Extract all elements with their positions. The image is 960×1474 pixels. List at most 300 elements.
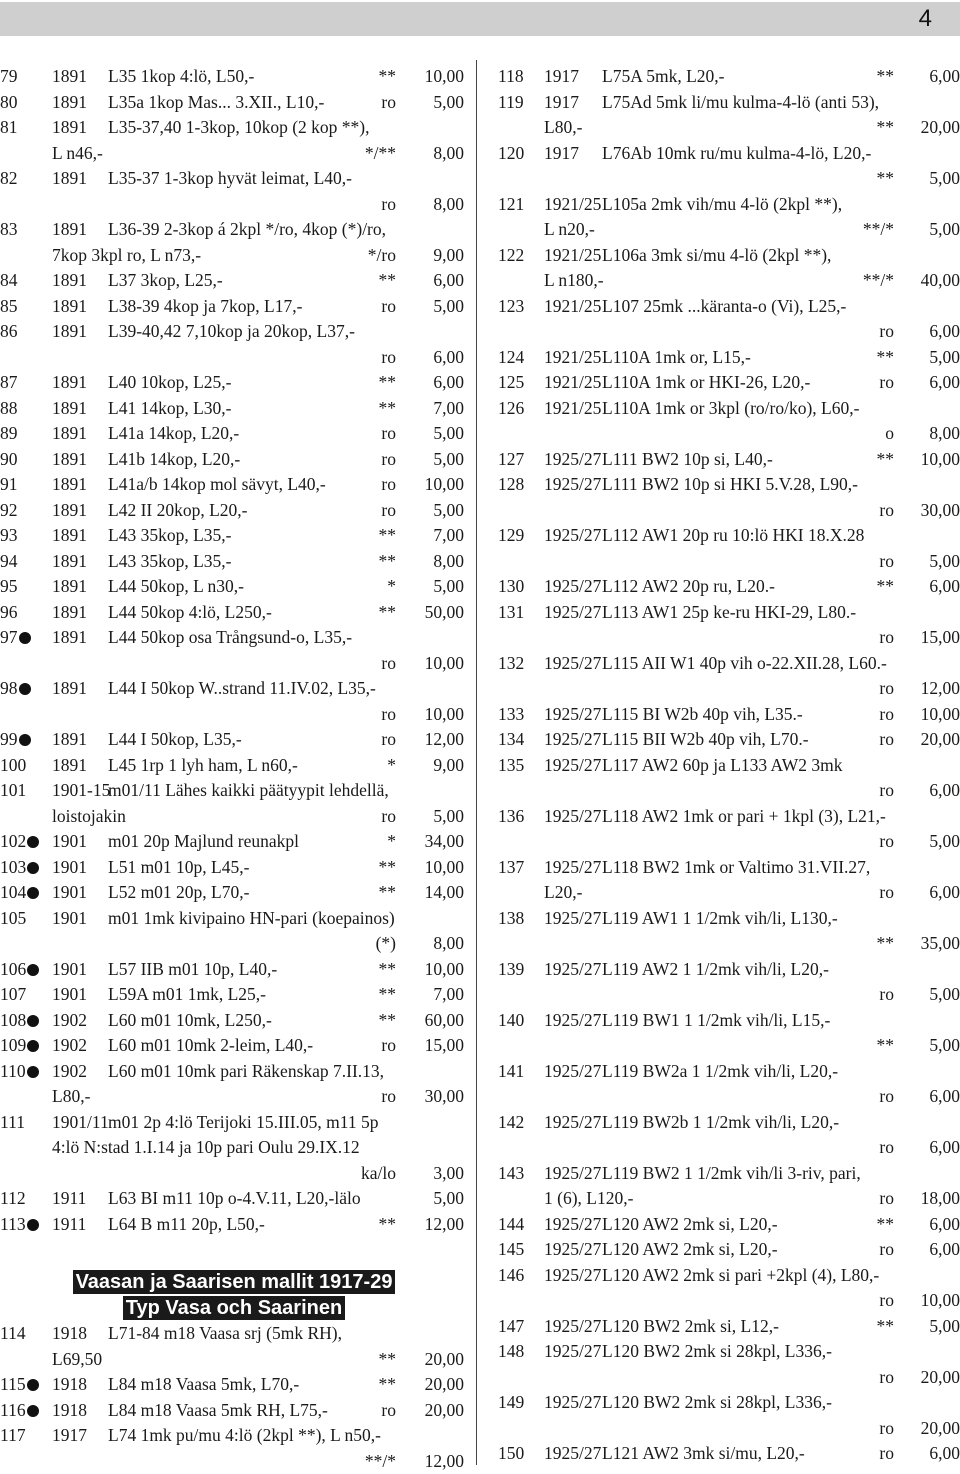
highlight-dot-icon: [27, 1219, 39, 1231]
listing-continuation: [0, 192, 468, 218]
listing-row: [0, 1059, 468, 1085]
price: 10,00: [425, 651, 464, 677]
condition-grade: ro: [879, 676, 894, 702]
issue-year: 1925/27: [544, 1237, 601, 1263]
price: 5,00: [433, 498, 464, 524]
price: 6,00: [929, 1084, 960, 1110]
lot-number-text: 91: [0, 474, 18, 494]
condition-grade: **: [379, 957, 397, 983]
condition-grade: **: [379, 600, 397, 626]
lot-number: [0, 523, 18, 549]
condition-grade: **: [379, 268, 397, 294]
page-number: 4: [0, 2, 960, 36]
condition-grade: ro: [879, 625, 894, 651]
lot-number-text: 144: [498, 1214, 524, 1234]
listing-continuation: [486, 1033, 960, 1059]
listing-row: [0, 676, 468, 702]
listing-row: [486, 345, 960, 371]
issue-year: 1925/27: [544, 727, 601, 753]
listing-continuation: [0, 243, 468, 269]
listing-row: [486, 1263, 960, 1289]
listing-continuation: [486, 498, 960, 524]
issue-year: 1925/27: [544, 600, 601, 626]
lot-description: L111 BW2 10p si, L40,-: [602, 447, 773, 473]
lot-number: [498, 727, 524, 753]
issue-year: 1901: [52, 906, 87, 932]
listing-row: [0, 1186, 468, 1212]
issue-year: 1921/25: [544, 192, 601, 218]
lot-number: [498, 1059, 524, 1085]
listing-continuation: [486, 1416, 960, 1442]
price: 5,00: [433, 574, 464, 600]
listing-continuation: [0, 141, 468, 167]
lot-description: L41 14kop, L30,-: [108, 396, 231, 422]
lot-number-text: 142: [498, 1112, 524, 1132]
price: 20,00: [921, 727, 960, 753]
price: 5,00: [433, 447, 464, 473]
listing-row: [0, 64, 468, 90]
issue-year: 1901: [52, 957, 87, 983]
listing-row: [0, 396, 468, 422]
price: 18,00: [921, 1186, 960, 1212]
lot-description: L42 II 20kop, L20,-: [108, 498, 248, 524]
lot-number-text: 136: [498, 806, 524, 826]
condition-grade: **/*: [365, 1449, 396, 1474]
lot-description: L84 m18 Vaasa 5mk RH, L75,-: [108, 1398, 328, 1424]
issue-year: 1901: [52, 829, 87, 855]
condition-grade: ro: [381, 727, 396, 753]
lot-number: [498, 192, 524, 218]
price: 6,00: [929, 1135, 960, 1161]
listing-row: [486, 600, 960, 626]
condition-grade: ro: [381, 702, 396, 728]
lot-description: L112 AW1 20p ru 10:lö HKI 18.X.28: [602, 523, 864, 549]
lot-number: [0, 880, 39, 906]
issue-year: 1925/27: [544, 1161, 601, 1187]
lot-number: [0, 906, 26, 932]
issue-year: 1901: [52, 982, 87, 1008]
listing-row: [0, 217, 468, 243]
lot-description: L40 10kop, L25,-: [108, 370, 231, 396]
lot-description: L74 1mk pu/mu 4:lö (2kpl **), L n50,-: [108, 1423, 381, 1449]
condition-grade: **: [379, 370, 397, 396]
condition-grade: */ro: [368, 243, 396, 269]
condition-grade: **: [379, 1008, 397, 1034]
listing-row: [486, 574, 960, 600]
listing-row: [0, 268, 468, 294]
condition-grade: **: [379, 396, 397, 422]
listing-row: [0, 115, 468, 141]
left-column: [0, 64, 468, 1474]
description-continuation: L80,-: [544, 115, 582, 141]
lot-number-text: 147: [498, 1316, 524, 1336]
issue-year: 1891: [52, 600, 87, 626]
listing-continuation: [486, 1186, 960, 1212]
highlight-dot-icon: [27, 1405, 39, 1417]
issue-year: 1918: [52, 1398, 87, 1424]
listing-continuation: [486, 880, 960, 906]
lot-number-text: 127: [498, 449, 524, 469]
lot-description: L44 I 50kop W..strand 11.IV.02, L35,-: [108, 676, 376, 702]
lot-number: [498, 1110, 524, 1136]
price: 7,00: [433, 523, 464, 549]
lot-number: [498, 64, 524, 90]
lot-number: [0, 1186, 26, 1212]
issue-year: 1891: [52, 447, 87, 473]
listing-continuation: [486, 676, 960, 702]
issue-year: 1925/27: [544, 957, 601, 983]
highlight-dot-icon: [19, 632, 31, 644]
lot-number: [0, 957, 39, 983]
highlight-dot-icon: [27, 1015, 39, 1027]
lot-number-text: 143: [498, 1163, 524, 1183]
lot-number-text: 130: [498, 576, 524, 596]
issue-year: 1891: [52, 574, 87, 600]
lot-number-text: 81: [0, 117, 18, 137]
lot-description: L75Ad 5mk li/mu kulma-4-lö (anti 53),: [602, 90, 879, 116]
listing-row: [486, 651, 960, 677]
lot-number-text: 100: [0, 755, 26, 775]
lot-number: [498, 1390, 524, 1416]
issue-year: 1891: [52, 625, 87, 651]
lot-description: L120 AW2 2mk si, L20,-: [602, 1237, 778, 1263]
price: 6,00: [929, 1212, 960, 1238]
issue-year: 1891: [52, 217, 87, 243]
lot-number-text: 80: [0, 92, 18, 112]
condition-grade: **/*: [863, 217, 894, 243]
price: 8,00: [433, 931, 464, 957]
issue-year: 1925/27: [544, 1339, 601, 1365]
price: 5,00: [929, 345, 960, 371]
lot-description: L107 25mk ...käranta-o (Vi), L25,-: [602, 294, 846, 320]
lot-number: [0, 498, 18, 524]
lot-number: [0, 1423, 26, 1449]
price: 6,00: [929, 574, 960, 600]
listing-row: [486, 1390, 960, 1416]
price: 10,00: [921, 702, 960, 728]
lot-description: L110A 1mk or HKI-26, L20,-: [602, 370, 810, 396]
lot-number: [0, 855, 39, 881]
lot-number: [0, 294, 18, 320]
listing-row: [0, 778, 468, 804]
price: 10,00: [425, 472, 464, 498]
lot-number: [498, 345, 524, 371]
issue-year: 1901: [52, 880, 87, 906]
lot-description: L63 BI m11 10p o-4.V.11, L20,-lälo: [108, 1186, 361, 1212]
lot-number-text: 123: [498, 296, 524, 316]
lot-number: [0, 778, 26, 804]
listing-row: [0, 829, 468, 855]
price: 5,00: [929, 1314, 960, 1340]
listing-row: [486, 1339, 960, 1365]
issue-year: 1901/11: [52, 1110, 109, 1136]
listing-row: [0, 523, 468, 549]
listing-row: [0, 1423, 468, 1449]
lot-number: [0, 90, 18, 116]
listing-continuation: [0, 1347, 468, 1373]
condition-grade: ro: [381, 498, 396, 524]
lot-number: [0, 166, 18, 192]
condition-grade: **: [379, 1212, 397, 1238]
issue-year: 1891: [52, 370, 87, 396]
price: 12,00: [921, 676, 960, 702]
lot-number: [0, 217, 18, 243]
lot-number: [498, 1339, 524, 1365]
issue-year: 1925/27: [544, 1314, 601, 1340]
lot-description: L113 AW1 25p ke-ru HKI-29, L80.-: [602, 600, 856, 626]
column-divider: [476, 60, 477, 1465]
highlight-dot-icon: [27, 836, 39, 848]
lot-number-text: 150: [498, 1443, 524, 1463]
listing-row: [0, 1110, 468, 1136]
condition-grade: ro: [879, 1237, 894, 1263]
lot-number-text: 90: [0, 449, 18, 469]
issue-year: 1917: [52, 1423, 87, 1449]
lot-number: [498, 957, 524, 983]
price: 40,00: [921, 268, 960, 294]
lot-number: [498, 855, 524, 881]
condition-grade: ro: [381, 472, 396, 498]
issue-year: 1925/27: [544, 447, 601, 473]
lot-description: L118 AW2 1mk or pari + 1kpl (3), L21,-: [602, 804, 886, 830]
lot-number-text: 112: [0, 1188, 26, 1208]
issue-year: 1917: [544, 64, 579, 90]
lot-description: L64 B m11 20p, L50,-: [108, 1212, 265, 1238]
lot-description: L44 50kop, L n30,-: [108, 574, 244, 600]
lot-description: L120 AW2 2mk si pari +2kpl (4), L80,-: [602, 1263, 879, 1289]
lot-description: L110A 1mk or, L15,-: [602, 345, 751, 371]
price: 60,00: [425, 1008, 464, 1034]
lot-number-text: 94: [0, 551, 18, 571]
listing-row: [486, 906, 960, 932]
condition-grade: ro: [381, 192, 396, 218]
lot-number: [0, 753, 26, 779]
price: 14,00: [425, 880, 464, 906]
lot-number: [0, 268, 18, 294]
lot-number-text: 114: [0, 1323, 26, 1343]
issue-year: 1902: [52, 1033, 87, 1059]
lot-description: L105a 2mk vih/mu 4-lö (2kpl **),: [602, 192, 842, 218]
section-heading: [0, 1269, 468, 1321]
listing-row: [486, 957, 960, 983]
issue-year: 1925/27: [544, 1212, 601, 1238]
issue-year: 1891: [52, 549, 87, 575]
lot-number: [0, 574, 18, 600]
lot-description: L44 I 50kop, L35,-: [108, 727, 242, 753]
lot-number-text: 126: [498, 398, 524, 418]
listing-row: [0, 1033, 468, 1059]
lot-number: [0, 1110, 25, 1136]
issue-year: 1921/25: [544, 345, 601, 371]
price: 34,00: [425, 829, 464, 855]
listing-row: [0, 1212, 468, 1238]
lot-number-text: 105: [0, 908, 26, 928]
price: 10,00: [425, 855, 464, 881]
condition-grade: ro: [381, 345, 396, 371]
listing-row: [486, 702, 960, 728]
condition-grade: */**: [365, 141, 396, 167]
listing-continuation: [486, 625, 960, 651]
price: 9,00: [433, 753, 464, 779]
lot-number: [498, 1237, 524, 1263]
price: 30,00: [921, 498, 960, 524]
lot-number: [0, 1033, 39, 1059]
lot-number-text: 111: [0, 1112, 25, 1132]
price: 6,00: [929, 880, 960, 906]
highlight-dot-icon: [27, 964, 39, 976]
price: 8,00: [929, 421, 960, 447]
issue-year: 1901: [52, 855, 87, 881]
description-continuation: L69,50: [52, 1347, 102, 1373]
lot-number: [0, 447, 18, 473]
lot-description: L43 35kop, L35,-: [108, 523, 231, 549]
price: 7,00: [433, 982, 464, 1008]
issue-year: 1925/27: [544, 1008, 601, 1034]
lot-number-text: 82: [0, 168, 18, 188]
condition-grade: **: [877, 64, 895, 90]
price: 5,00: [929, 217, 960, 243]
issue-year: 1902: [52, 1059, 87, 1085]
price: 6,00: [433, 370, 464, 396]
price: 6,00: [929, 370, 960, 396]
price: 8,00: [433, 141, 464, 167]
lot-number-text: 88: [0, 398, 18, 418]
lot-number: [498, 1161, 524, 1187]
price: 5,00: [433, 90, 464, 116]
listing-row: [0, 447, 468, 473]
lot-description: L119 BW1 1 1/2mk vih/li, L15,-: [602, 1008, 830, 1034]
issue-year: 1925/27: [544, 1110, 601, 1136]
lot-description: L71-84 m18 Vaasa srj (5mk RH),: [108, 1321, 342, 1347]
lot-description: m01 1mk kivipaino HN-pari (koepainos): [108, 906, 395, 932]
listing-row: [0, 90, 468, 116]
lot-description: L120 BW2 2mk si, L12,-: [602, 1314, 779, 1340]
price: 5,00: [433, 804, 464, 830]
lot-number-text: 140: [498, 1010, 524, 1030]
listing-continuation: [486, 319, 960, 345]
listing-row: [0, 753, 468, 779]
price: 5,00: [433, 1186, 464, 1212]
condition-grade: **: [877, 574, 895, 600]
lot-number-text: 146: [498, 1265, 524, 1285]
issue-year: 1918: [52, 1372, 87, 1398]
description-continuation: loistojakin: [52, 804, 126, 830]
lot-description: L44 50kop 4:lö, L250,-: [108, 600, 272, 626]
lot-number-text: 148: [498, 1341, 524, 1361]
lot-number: [0, 396, 18, 422]
price: 12,00: [425, 727, 464, 753]
price: 6,00: [929, 319, 960, 345]
lot-number-text: 96: [0, 602, 18, 622]
listing-continuation: [0, 345, 468, 371]
price: 12,00: [425, 1212, 464, 1238]
lot-number-text: 102: [0, 831, 26, 851]
lot-description: L36-39 2-3kop á 2kpl */ro, 4kop (*)/ro,: [108, 217, 386, 243]
issue-year: 1891: [52, 421, 87, 447]
condition-grade: ro: [381, 1084, 396, 1110]
lot-number-text: 131: [498, 602, 524, 622]
lot-number: [0, 64, 18, 90]
lot-description: L41b 14kop, L20,-: [108, 447, 240, 473]
price: 50,00: [425, 600, 464, 626]
listing-continuation: [486, 778, 960, 804]
listing-row: [0, 727, 468, 753]
lot-description: L121 AW2 3mk si/mu, L20,-: [602, 1441, 805, 1467]
issue-year: 1891: [52, 523, 87, 549]
listing-row: [486, 243, 960, 269]
price: 10,00: [425, 957, 464, 983]
lot-number-text: 95: [0, 576, 18, 596]
issue-year: 1891: [52, 90, 87, 116]
lot-description: L41a 14kop, L20,-: [108, 421, 239, 447]
listing-continuation: [486, 931, 960, 957]
price: 6,00: [929, 64, 960, 90]
lot-number: [498, 447, 524, 473]
lot-number: [498, 600, 524, 626]
condition-grade: (*): [376, 931, 396, 957]
lot-number-text: 84: [0, 270, 18, 290]
description-continuation: L20,-: [544, 880, 582, 906]
lot-number-text: 115: [0, 1374, 26, 1394]
description-continuation: 4:lö N:stad 1.I.14 ja 10p pari Oulu 29.IX.12: [52, 1135, 360, 1161]
listing-row: [0, 294, 468, 320]
lot-number-text: 101: [0, 780, 26, 800]
highlight-dot-icon: [27, 862, 39, 874]
listing-row: [486, 727, 960, 753]
lot-number-text: 92: [0, 500, 18, 520]
listing-row: [486, 1441, 960, 1467]
lot-description: L37 3kop, L25,-: [108, 268, 223, 294]
price: 3,00: [433, 1161, 464, 1187]
lot-description: L35 1kop 4:lö, L50,-: [108, 64, 254, 90]
price: 20,00: [921, 1416, 960, 1442]
lot-description: L41a/b 14kop mol sävyt, L40,-: [108, 472, 326, 498]
issue-year: 1921/25: [544, 294, 601, 320]
listing-row: [486, 370, 960, 396]
description-continuation: L80,-: [52, 1084, 90, 1110]
condition-grade: ro: [381, 1033, 396, 1059]
listing-group-3: [486, 64, 960, 1467]
condition-grade: ro: [381, 804, 396, 830]
listing-row: [0, 370, 468, 396]
issue-year: 1891: [52, 64, 87, 90]
issue-year: 1911: [52, 1186, 86, 1212]
listing-row: [486, 141, 960, 167]
lot-number-text: 86: [0, 321, 18, 341]
price: 15,00: [921, 625, 960, 651]
listing-group-2: [0, 1321, 468, 1474]
lot-description: L52 m01 20p, L70,-: [108, 880, 249, 906]
listing-group-1: [0, 64, 468, 1237]
price: 9,00: [433, 243, 464, 269]
description-continuation: L n20,-: [544, 217, 595, 243]
description-continuation: L n180,-: [544, 268, 604, 294]
lot-description: L106a 3mk si/mu 4-lö (2kpl **),: [602, 243, 831, 269]
lot-number-text: 83: [0, 219, 18, 239]
lot-number-text: 104: [0, 882, 26, 902]
section-title-sv: Typ Vasa och Saarinen: [123, 1296, 345, 1320]
lot-number: [498, 753, 524, 779]
lot-description: L43 35kop, L35,-: [108, 549, 231, 575]
price: 5,00: [929, 166, 960, 192]
listing-row: [486, 855, 960, 881]
listing-continuation: [486, 217, 960, 243]
listing-row: [0, 472, 468, 498]
condition-grade: ro: [381, 90, 396, 116]
lot-description: L60 m01 10mk pari Räkenskap 7.II.13,: [108, 1059, 384, 1085]
lot-number-text: 133: [498, 704, 524, 724]
lot-description: L59A m01 1mk, L25,-: [108, 982, 266, 1008]
